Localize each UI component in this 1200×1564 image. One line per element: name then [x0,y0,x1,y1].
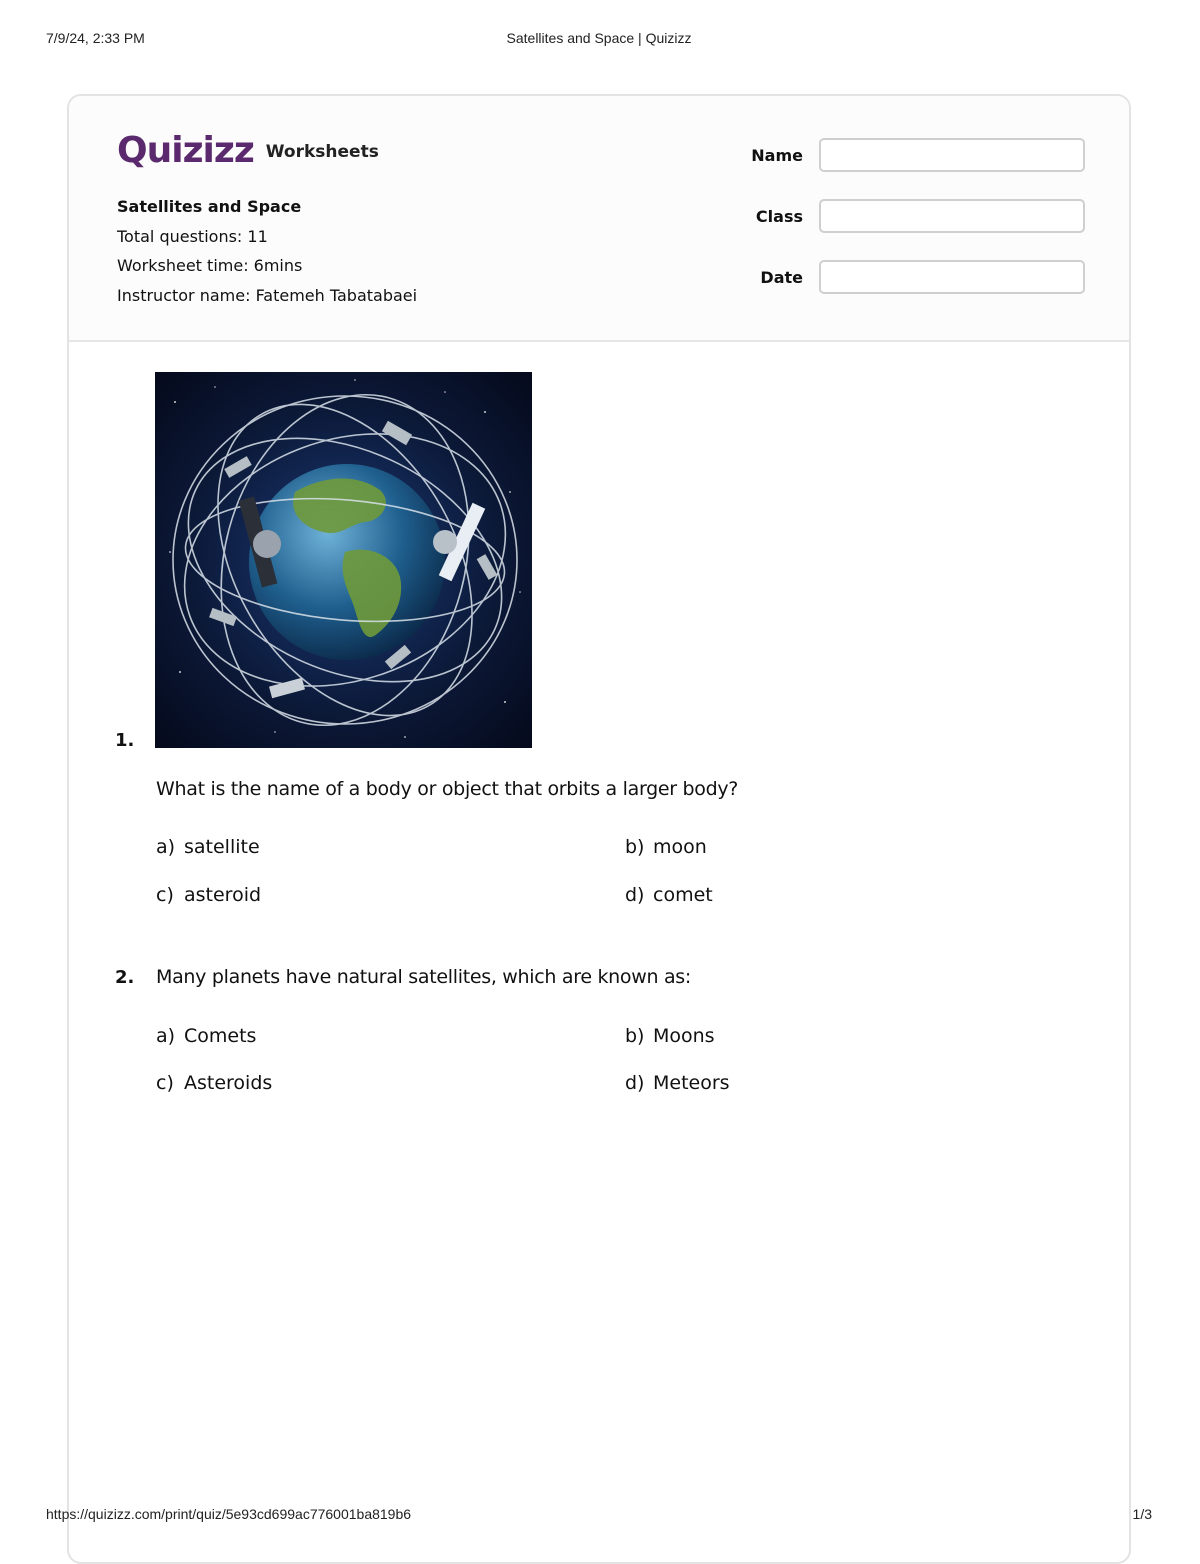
option-letter: a) [156,836,176,858]
class-field-row [729,199,1085,235]
quizizz-logo: Quizizz [117,129,254,171]
name-field[interactable] [819,138,1085,172]
option-letter: a) [156,1025,176,1047]
print-datetime: 7/9/24, 2:33 PM [46,30,145,46]
instructor-name: Instructor name: Fatemeh Tabatabaei [117,285,418,305]
print-url: https://quizizz.com/print/quiz/5e93cd699ac776001ba819b6 [46,1506,412,1522]
option-text: asteroid [184,884,262,906]
name-label: Name [751,146,803,165]
option-text: comet [653,884,713,906]
question-text: What is the name of a body or object that orbits a larger body? [156,778,739,800]
earth-satellites-image [155,372,532,748]
answer-option [625,836,707,858]
date-field[interactable] [819,260,1085,294]
worksheet-meta [117,192,417,310]
print-page-title: Satellites and Space | Quizizz [506,30,692,46]
answer-option [156,1025,256,1047]
worksheet-title: Satellites and Space [117,197,302,216]
worksheet-card [67,94,1131,1564]
answer-option [156,884,261,906]
option-letter: b) [625,1025,645,1047]
answer-option [625,1072,730,1094]
brand-product: Worksheets [265,142,379,162]
answer-option [625,1025,715,1047]
answer-option [156,1072,272,1094]
print-header [46,30,1152,50]
name-field-row [729,138,1085,174]
answer-option [625,884,713,906]
date-label: Date [760,268,803,287]
question-number: 1. [115,730,135,751]
question-text: Many planets have natural satellites, which are known as: [156,966,691,988]
print-footer [46,1506,1152,1526]
answer-option [156,836,260,858]
question-number: 2. [115,967,135,988]
option-text: Moons [653,1025,715,1047]
class-field[interactable] [819,199,1085,233]
print-page-number: 1/3 [1132,1506,1152,1522]
option-letter: d) [625,884,645,906]
option-letter: b) [625,836,645,858]
option-text: Comets [184,1025,257,1047]
option-letter: d) [625,1072,645,1094]
total-questions: Total questions: 11 [117,226,268,246]
date-field-row [729,260,1085,296]
option-letter: c) [156,1072,174,1094]
option-text: Asteroids [184,1072,273,1094]
brand [117,130,379,170]
class-label: Class [755,207,803,226]
option-letter: c) [156,884,174,906]
option-text: satellite [184,836,260,858]
option-text: moon [653,836,707,858]
worksheet-header [69,96,1129,342]
worksheet-time: Worksheet time: 6mins [117,256,303,275]
option-text: Meteors [653,1072,730,1094]
